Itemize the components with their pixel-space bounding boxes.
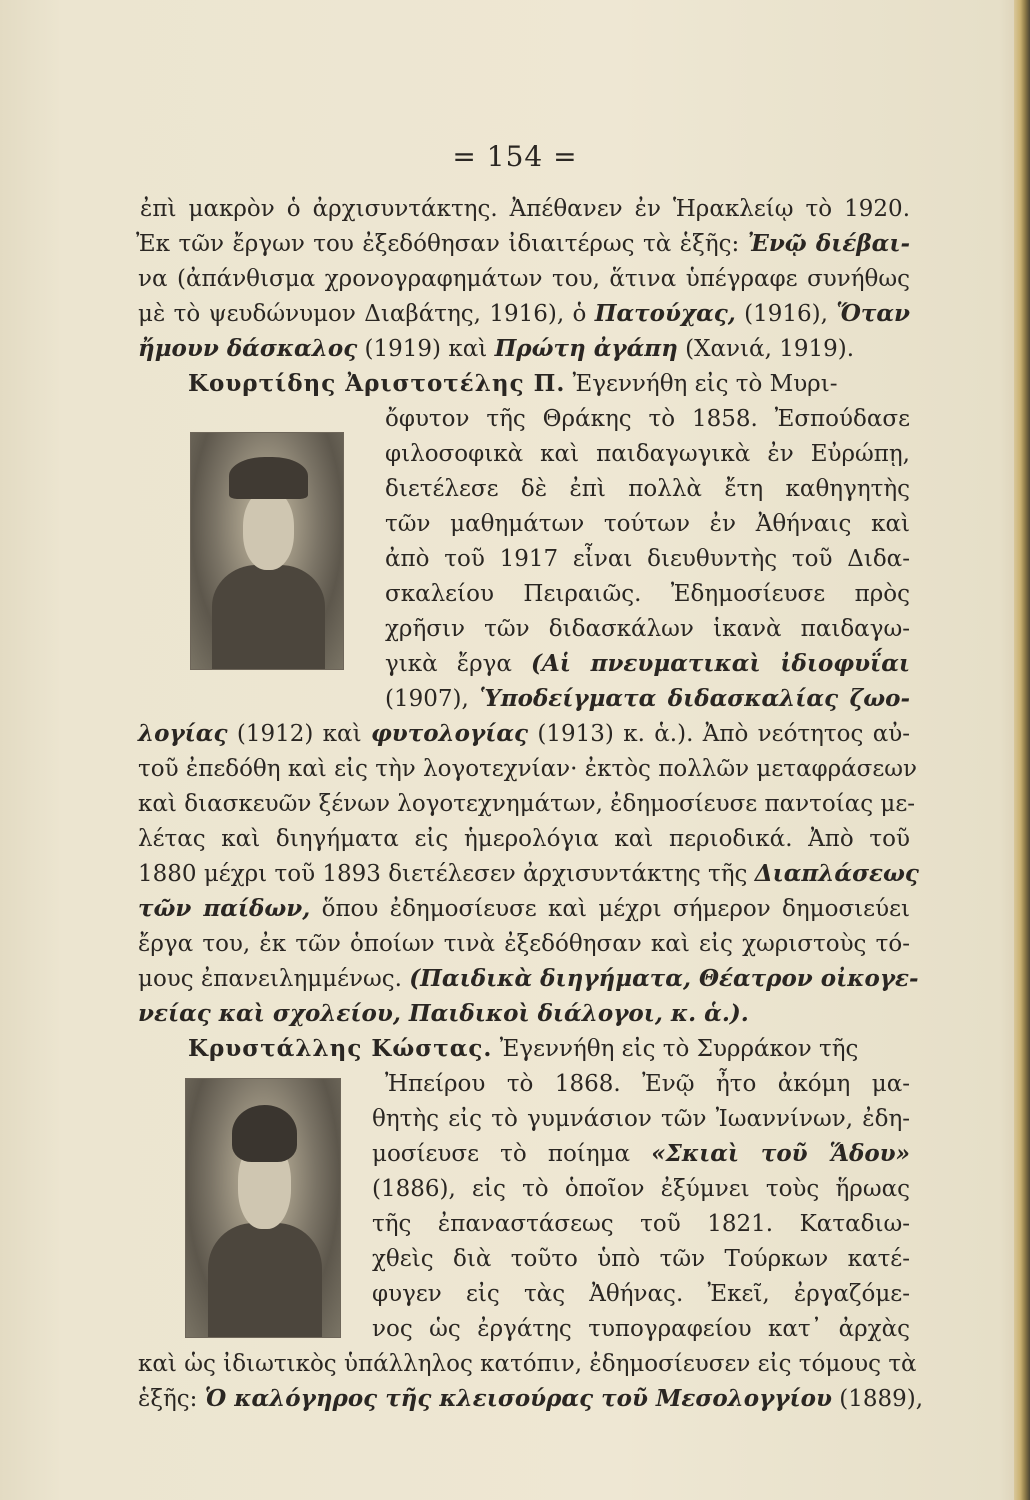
text-line: λογίας (1912) καὶ φυτολογίας (1913) κ. ἁ.). Ἀπὸ νεότητος αὐ-	[138, 720, 911, 747]
text-line: χθεὶς διὰ τοῦτο ὑπὸ τῶν Τούρκων κατέ-	[372, 1246, 910, 1272]
text-line: χρῆσιν τῶν διδασκάλων ἱκανὰ παιδαγω-	[385, 616, 910, 642]
text-line: σκαλείου Πειραιῶς. Ἐδημοσίευσε πρὸς	[385, 581, 910, 607]
text-line: τῶν παίδων, ὅπου ἐδημοσίευσε καὶ μέχρι σήμερον δημοσιεύει	[138, 895, 911, 922]
text-line: μὲ τὸ ψευδώνυμον Διαβάτης, 1916), ὁ Πατούχας, (1916), Ὅταν	[138, 300, 910, 327]
text-line: ἔργα του, ἐκ τῶν ὁποίων τινὰ ἐξεδόθησαν καὶ εἰς χωριστοὺς τό-	[138, 931, 910, 957]
text-line: ἐπὶ μακρὸν ὁ ἀρχισυντάκτης. Ἀπέθανεν ἐν Ἡρακλείῳ τὸ 1920.	[140, 196, 910, 222]
text-line: νείας καὶ σχολείου, Παιδικοὶ διάλογοι, κ. ἁ.).	[138, 1000, 749, 1027]
text-line: ἑξῆς: Ὁ καλόγηρος τῆς κλεισούρας τοῦ Μεσολογγίου (1889),	[138, 1385, 924, 1412]
text-line: τοῦ ἐπεδόθη καὶ εἰς τὴν λογοτεχνίαν· ἐκτὸς πολλῶν μεταφράσεων	[138, 756, 918, 782]
text-line: λέτας καὶ διηγήματα εἰς ἡμερολόγια καὶ περιοδικά. Ἀπὸ τοῦ	[138, 826, 910, 852]
page-number: = 154 =	[452, 140, 578, 173]
text-line: να (ἀπάνθισμα χρονογραφημάτων του, ἅτινα ὑπέγραφε συνήθως	[138, 266, 910, 292]
text-line: καὶ διασκευῶν ξένων λογοτεχνημάτων, ἐδημοσίευσε παντοίας με-	[138, 791, 916, 817]
text-line: τῶν μαθημάτων τούτων ἐν Ἀθήναις καὶ	[385, 511, 910, 537]
text-line: (1907), Ὑποδείγματα διδασκαλίας ζωο-	[385, 685, 911, 712]
text-line: (1886), εἰς τὸ ὁποῖον ἐξύμνει τοὺς ἥρωας	[372, 1176, 910, 1202]
text-line: τῆς ἐπαναστάσεως τοῦ 1821. Καταδιω-	[372, 1211, 910, 1237]
text-line: ὄφυτον τῆς Θράκης τὸ 1858. Ἐσπούδασε	[385, 406, 910, 432]
portrait-krystallis	[185, 1078, 341, 1338]
text-line: διετέλεσε δὲ ἐπὶ πολλὰ ἔτη καθηγητὴς	[385, 476, 910, 502]
text-line: γικὰ ἔργα (Αἱ πνευματικαὶ ἰδιοφυΐαι	[385, 650, 911, 677]
text-line: νος ὡς ἐργάτης τυπογραφείου κατ᾿ ἀρχὰς	[372, 1316, 910, 1342]
text-line: ἤμουν δάσκαλος (1919) καὶ Πρώτη ἀγάπη (Χανιά, 1919).	[138, 335, 855, 362]
text-line: φυγεν εἰς τὰς Ἀθήνας. Ἐκεῖ, ἐργαζόμε-	[372, 1281, 910, 1307]
text-line: θητὴς εἰς τὸ γυμνάσιον τῶν Ἰωαννίνων, ἐδη-	[372, 1106, 910, 1132]
page-edge	[1014, 0, 1030, 1500]
text-line: Ἠπείρου τὸ 1868. Ἐνῷ ἦτο ἀκόμη μα-	[385, 1071, 910, 1097]
text-line: καὶ ὡς ἰδιωτικὸς ὑπάλληλος κατόπιν, ἐδημοσίευσεν εἰς τόμους τὰ	[138, 1351, 917, 1377]
text-line: 1880 μέχρι τοῦ 1893 διετέλεσεν ἀρχισυντάκτης τῆς Διαπλάσεως	[138, 860, 919, 887]
entry-heading-kourtidis: Κουρτίδης Ἀριστοτέλης Π. Ἐγεννήθη εἰς τὸ Μυρι-	[188, 370, 838, 397]
text-line: μοσίευσε τὸ ποίημα «Σκιαὶ τοῦ Ἅδου»	[372, 1140, 911, 1167]
text-line: φιλοσοφικὰ καὶ παιδαγωγικὰ ἐν Εὐρώπῃ,	[385, 441, 910, 467]
text-line: ἀπὸ τοῦ 1917 εἶναι διευθυντὴς τοῦ Διδα-	[385, 546, 910, 572]
entry-heading-krystallis: Κρυστάλλης Κώστας. Ἐγεννήθη εἰς τὸ Συρράκον τῆς	[188, 1035, 859, 1062]
text-line: Ἐκ τῶν ἔργων του ἐξεδόθησαν ἰδιαιτέρως τὰ ἑξῆς: Ἐνῷ διέβαι-	[136, 230, 911, 257]
text-line: μους ἐπανειλημμένως. (Παιδικὰ διηγήματα, Θέατρον οἰκογε-	[138, 965, 919, 992]
portrait-kourtidis	[190, 432, 344, 670]
